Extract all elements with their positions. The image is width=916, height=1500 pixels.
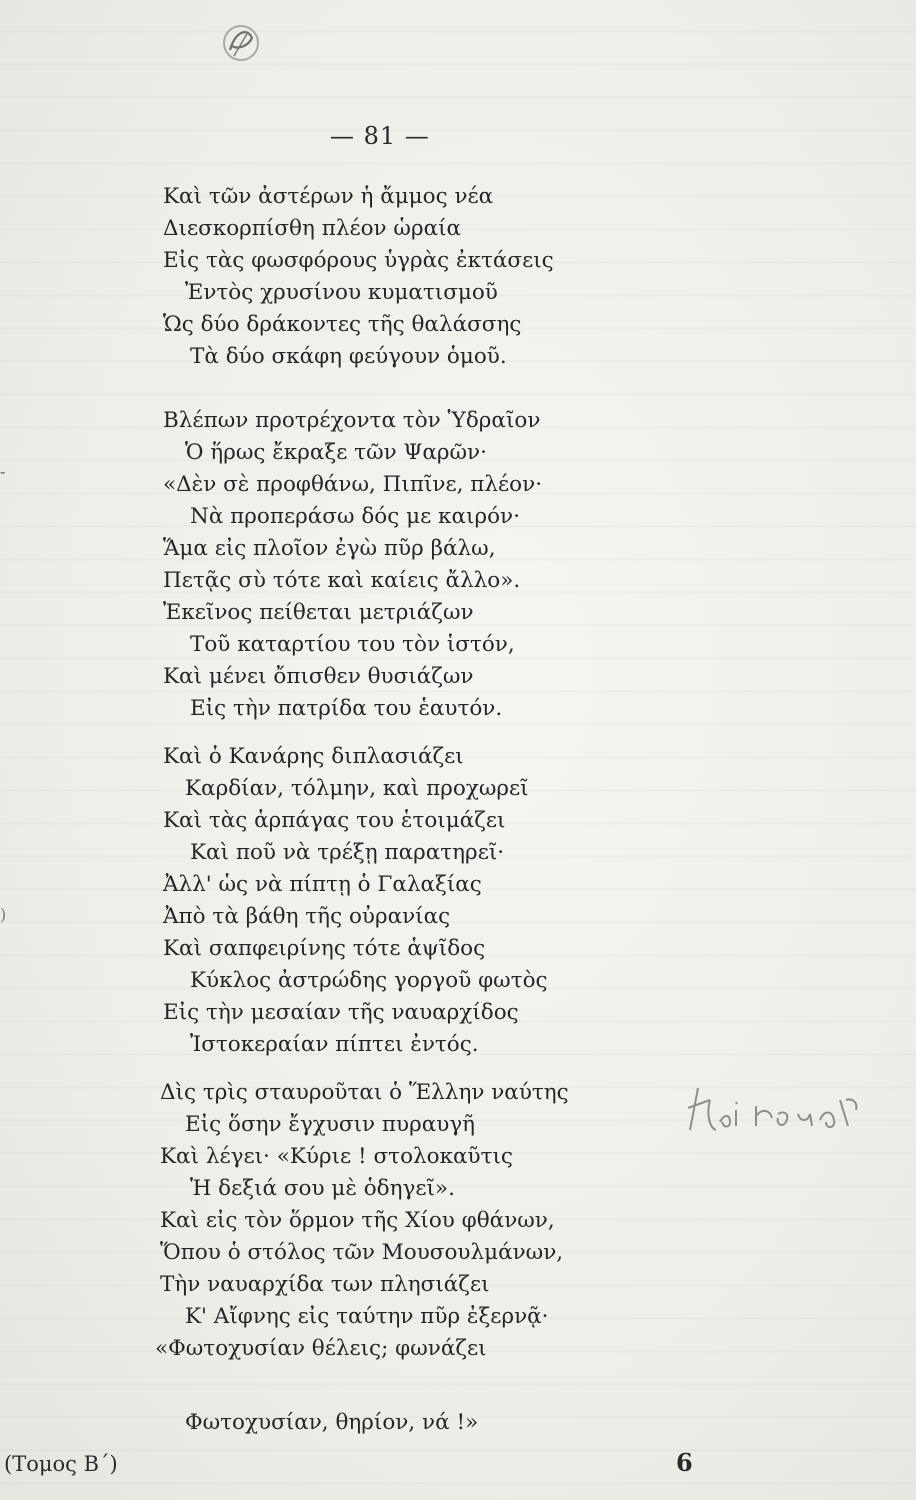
- poem-line: Ἀπὸ τὰ βάθη τῆς οὐρανίας: [163, 904, 451, 929]
- poem-line: Βλέπων προτρέχοντα τὸν Ὑδραῖον: [163, 408, 541, 433]
- volume-signature: (Τομος Β΄): [4, 1452, 118, 1476]
- poem-line: Εἰς τὴν πατρίδα του ἑαυτόν.: [190, 696, 503, 721]
- library-stamp-icon: [218, 20, 264, 66]
- poem-line: Κ' Αἴφνης εἰς ταύτην πῦρ ἐξερνᾷ·: [185, 1304, 549, 1329]
- poem-line: Πετᾷς σὺ τότε καὶ καίεις ἄλλο».: [163, 568, 521, 593]
- poem-line: Κύκλος ἀστρώδης γοργοῦ φωτὸς: [190, 968, 548, 993]
- printer-signature-number: 6: [676, 1448, 693, 1477]
- poem-line: Ἐντὸς χρυσίνου κυματισμοῦ: [185, 280, 498, 305]
- poem-line: Ἀλλ' ὡς νὰ πίπτῃ ὁ Γαλαξίας: [163, 872, 482, 897]
- poem-line: Ὁ ἥρως ἔκραξε τῶν Ψαρῶν·: [185, 440, 487, 465]
- margin-bracket: ): [0, 905, 7, 924]
- poem-line: Καὶ λέγει· «Κύριε ! στολοκαῦτις: [160, 1144, 513, 1169]
- poem-line: «Δὲν σὲ προφθάνω, Πιπῖνε, πλέον·: [163, 472, 543, 497]
- margin-tick: -: [0, 462, 6, 481]
- poem-line: Ἰστοκεραίαν πίπτει ἐντός.: [190, 1032, 479, 1057]
- poem-line: Ἡ δεξιά σου μὲ ὁδηγεῖ».: [190, 1176, 455, 1201]
- poem-line: Εἰς τὰς φωσφόρους ὑγρὰς ἐκτάσεις: [163, 248, 554, 273]
- poem-line: Διεσκορπίσθη πλέον ὡραία: [163, 216, 462, 241]
- poem-line: Νὰ προπεράσω δός με καιρόν·: [190, 504, 520, 529]
- poem-line: Εἰς τὴν μεσαίαν τῆς ναυαρχίδος: [163, 1000, 519, 1025]
- poem-line: Φωτοχυσίαν, θηρίον, νά !»: [185, 1410, 479, 1435]
- poem-line: Ἐκεῖνος πείθεται μετριάζων: [163, 600, 474, 625]
- poem-line: Καὶ εἰς τὸν ὅρμον τῆς Χίου φθάνων,: [160, 1208, 555, 1233]
- poem-line: Ὅπου ὁ στόλος τῶν Μουσουλμάνων,: [160, 1240, 564, 1265]
- poem-line: Ὡς δύο δράκοντες τῆς θαλάσσης: [163, 312, 522, 337]
- poem-line: Τὴν ναυαρχίδα των πλησιάζει: [160, 1272, 490, 1297]
- poem-line: Καὶ τῶν ἀστέρων ἡ ἄμμος νέα: [163, 184, 494, 209]
- poem-line: Ἅμα εἰς πλοῖον ἐγὼ πῦρ βάλω,: [163, 536, 496, 561]
- poem-line: «Φωτοχυσίαν θέλεις; φωνάζει: [155, 1336, 487, 1361]
- poem-line: Εἰς ὅσην ἔγχυσιν πυραυγῆ: [185, 1112, 476, 1137]
- poem-line: Καρδίαν, τόλμην, καὶ προχωρεῖ: [185, 776, 529, 801]
- poem-line: Καὶ ὁ Κανάρης διπλασιάζει: [163, 744, 464, 769]
- poem-line: Καὶ μένει ὄπισθεν θυσιάζων: [163, 664, 474, 689]
- poem-line: Καὶ σαπφειρίνης τότε ἁψῖδος: [163, 936, 486, 961]
- handwritten-marginal-note: [680, 1070, 870, 1150]
- poem-line: Τοῦ καταρτίου του τὸν ἱστόν,: [190, 632, 515, 657]
- page-number: — 81 —: [330, 122, 430, 150]
- poem-line: Καὶ τὰς ἁρπάγας του ἑτοιμάζει: [163, 808, 506, 833]
- poem-line: Τὰ δύο σκάφη φεύγουν ὁμοῦ.: [190, 344, 507, 369]
- poem-line: Δὶς τρὶς σταυροῦται ὁ Ἕλλην ναύτης: [160, 1080, 569, 1105]
- poem-line: Καὶ ποῦ νὰ τρέξῃ παρατηρεῖ·: [190, 840, 505, 865]
